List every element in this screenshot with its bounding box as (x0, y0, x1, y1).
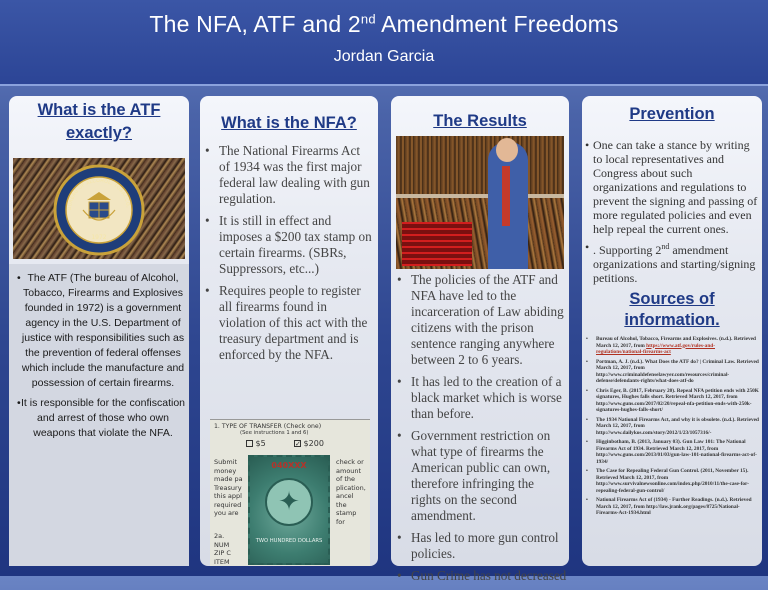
list-item: • It is responsible for the confiscation and arrest of those who own weapons that violate the NFA. (13, 396, 185, 441)
title-text: The NFA, ATF and 2 (149, 11, 361, 37)
form-heading: 1. TYPE OF TRANSFER (Check one) (214, 423, 322, 430)
list-item: • The 1934 National Firearms Act, and why it is obsolete. (n.d.). Retrieved March 12, 2017, from http://www.dailykos.com/story/2012/1/23/1057316/- (582, 417, 759, 437)
tax-stamp (248, 455, 330, 565)
list-item: • Higginbotham, B. (2013, January 03). Gun Law 101: The National Firearms Act of 1934. Retrieved March 12, 2017, from http://www.guns.com/2013/01/03/gun-law-101-national-firearms-act-of-1934/ (582, 439, 759, 465)
gun-store-photo (396, 136, 564, 269)
list-item: • The policies of the ATF and NFA have led to the incarceration of Law abiding citizens with the prison sentence ranging anywhere between 2 to 6 years. (394, 272, 567, 368)
prevention-panel (582, 96, 762, 566)
atf-panel (9, 96, 189, 566)
atf-bullet-list (13, 271, 185, 446)
form-option-200: ✓ $200 (295, 439, 324, 448)
atf-panel-title: What is the ATF exactly? (37, 101, 161, 142)
tax-form-image (210, 419, 370, 566)
list-item: • Government restriction on what type of firearms the American public can own, therefore infringing the rights on the second amendment. (394, 428, 567, 524)
sources-list (582, 336, 759, 517)
list-item: • It has led to the creation of a black market which is worse than before. (394, 374, 567, 422)
list-item: • . Supporting 2nd amendment organizations and starting/signing petitions. (585, 240, 758, 285)
results-bullet-list (394, 272, 567, 590)
svg-text:1972: 1972 (91, 234, 107, 241)
list-item: • National Firearms Act of (1934) - Further Readings. (n.d.). Retrieved March 12, 2017, from http://law.jrank.org/pages/8725/National-Firearms-Act-1934.html (582, 497, 759, 517)
poster-title (0, 11, 768, 38)
title-superscript: nd (360, 11, 376, 27)
sources-title: Sources of information. (624, 290, 720, 329)
prevention-bullet-list (585, 138, 758, 285)
list-item: • The Case for Repealing Federal Gun Control. (2011, November 15). Retrieved March 12, 2017, from http://www.survivalnewsonline.com/index.php/2010/11/the-case-for-repealing-federal-gun-control/ (582, 468, 759, 494)
list-item: • Requires people to register all firearms found in violation of this act with the treasury department and is enforced by the NFA. (202, 283, 372, 363)
list-item: • One can take a stance by writing to local representatives and Congress about such organizations and regulations to prevent the signing and passing of more regulated policies and even help repeal the current ones. (585, 138, 758, 236)
form-subheading: (See instructions 1 and 6) (240, 430, 309, 436)
poster-header (0, 0, 768, 86)
list-item: • Chris Eger, B. (2017, February 20). Repeal NFA petition ends with 250K signatures, Hughes falls short. Retrieved March 12, 2017, from http://www.guns.com/2017/02/20/repeal-nfa-petition-ends-with-250k-signatures-hughes-falls-short/ (582, 388, 759, 414)
stamp-label: TWO HUNDRED DOLLARS (255, 538, 323, 544)
prevention-panel-title: Prevention (629, 105, 715, 123)
stamp-serial: 040XXX (271, 461, 307, 470)
list-item: • Gun Crime has not decreased (394, 568, 567, 584)
eagle-icon: ✦ (265, 478, 313, 526)
list-item: • The National Firearms Act of 1934 was the first major federal law dealing with gun regulation. (202, 143, 372, 207)
list-item: • Bureau of Alcohol, Tobacco, Firearms and Explosives. (n.d.). Retrieved March 12, 2017, from https://www.atf.gov/rules-and-regulations/national-firearms-act (582, 336, 759, 356)
list-item: • It is still in effect and imposes a $200 tax stamp on certain firearms. (SBRs, Suppressors, etc...) (202, 213, 372, 277)
list-item: • Portman, A. J. (n.d.). What Does the ATF do? | Criminal Law. Retrieved March 12, 2017, from http://www.criminaldefenselawyer.com/resources/criminal-defense/defendants-rights/what-does-atf-do (582, 359, 759, 385)
nfa-panel-title: What is the NFA? (221, 114, 357, 132)
nfa-panel (200, 96, 378, 566)
list-item: • The ATF (The bureau of Alcohol, Tobacco, Firearms and Explosives founded in 1972) is a government agency in the U.S. Department of justice with responsibilities such as the prevention of federal offenses which include the manufacture and possession of certain firearms. (13, 271, 185, 391)
results-panel-title: The Results (433, 112, 527, 130)
results-panel (391, 96, 569, 583)
title-text-rest: Amendment Freedoms (375, 11, 619, 37)
form-left-text: Submit money made pa Treasury this appl required you are (214, 458, 243, 517)
source-link[interactable]: https://www.atf.gov/rules-and-regulations/national-firearms-act (596, 342, 715, 355)
form-bottom-left: 2a. NUM ZIP C ITEM (214, 532, 231, 566)
author-name: Jordan Garcia (333, 48, 435, 65)
atf-seal-graphic (13, 158, 185, 259)
svg-text:BUREAU OF ALCOHOL, TOBACCO, FI: BUREAU OF ALCOHOL, TOBACCO, (67, 178, 130, 211)
nfa-bullet-list (202, 143, 372, 363)
form-right-text: check or amount of the plication, ancel the stamp for (336, 458, 366, 526)
atf-seal-image (13, 158, 185, 259)
list-item: • Has led to more gun control policies. (394, 530, 567, 562)
form-option-5: $5 (246, 439, 266, 448)
